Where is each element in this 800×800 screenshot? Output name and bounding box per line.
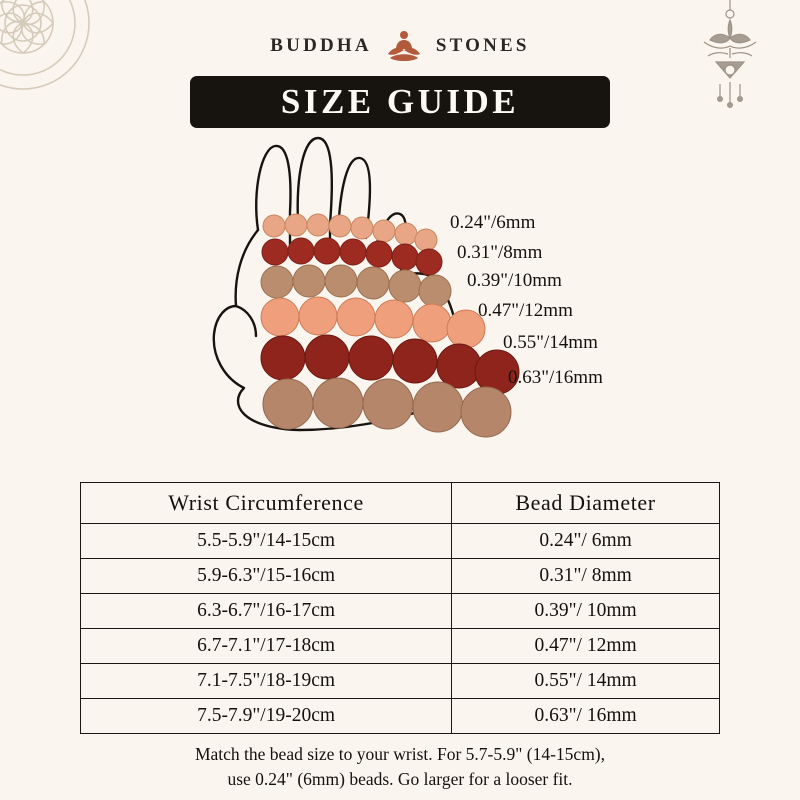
cell-wrist: 6.3-6.7"/16-17cm: [81, 594, 452, 629]
bead-label-12mm: 0.47"/12mm: [478, 300, 573, 321]
cell-bead: 0.47"/ 12mm: [452, 629, 720, 664]
size-table: [80, 482, 720, 734]
bracelet-rows: [261, 214, 519, 437]
table-row: [81, 629, 720, 664]
table-row: [81, 664, 720, 699]
cell-bead: 0.55"/ 14mm: [452, 664, 720, 699]
hand-with-stacked-bead-bracelets-illustration: [0, 130, 800, 470]
cell-bead: 0.31"/ 8mm: [452, 559, 720, 594]
footnote-line-2: use 0.24" (6mm) beads. Go larger for a looser fit.: [227, 769, 573, 790]
cell-bead: 0.63"/ 16mm: [452, 699, 720, 734]
footnote: [0, 742, 800, 793]
brand-header: [0, 26, 800, 66]
table-header-row: [81, 483, 720, 524]
table-row: [81, 594, 720, 629]
brand-word-right: STONES: [435, 35, 530, 56]
table-row: [81, 699, 720, 734]
bead-label-8mm: 0.31"/8mm: [457, 242, 543, 263]
lotus-meditation-figure-icon: [382, 26, 426, 66]
table-row: [81, 524, 720, 559]
cell-bead: 0.24"/ 6mm: [452, 524, 720, 559]
table-header-wrist: Wrist Circumference: [81, 483, 452, 524]
cell-bead: 0.39"/ 10mm: [452, 594, 720, 629]
cell-wrist: 5.5-5.9"/14-15cm: [81, 524, 452, 559]
table-header-bead: Bead Diameter: [452, 483, 720, 524]
bead-label-16mm: 0.63"/16mm: [508, 367, 603, 388]
cell-wrist: 5.9-6.3"/15-16cm: [81, 559, 452, 594]
bead-label-10mm: 0.39"/10mm: [467, 270, 562, 291]
cell-wrist: 6.7-7.1"/17-18cm: [81, 629, 452, 664]
bead-label-14mm: 0.55"/14mm: [503, 332, 598, 353]
table-row: [81, 559, 720, 594]
bead-label-6mm: 0.24"/6mm: [450, 212, 536, 233]
cell-wrist: 7.5-7.9"/19-20cm: [81, 699, 452, 734]
brand-word-left: BUDDHA: [270, 35, 372, 56]
page-title-text: SIZE GUIDE: [280, 82, 520, 121]
footnote-line-1: Match the bead size to your wrist. For 5.7-5.9" (14-15cm),: [194, 744, 606, 764]
page-title: [190, 76, 610, 128]
cell-wrist: 7.1-7.5"/18-19cm: [81, 664, 452, 699]
